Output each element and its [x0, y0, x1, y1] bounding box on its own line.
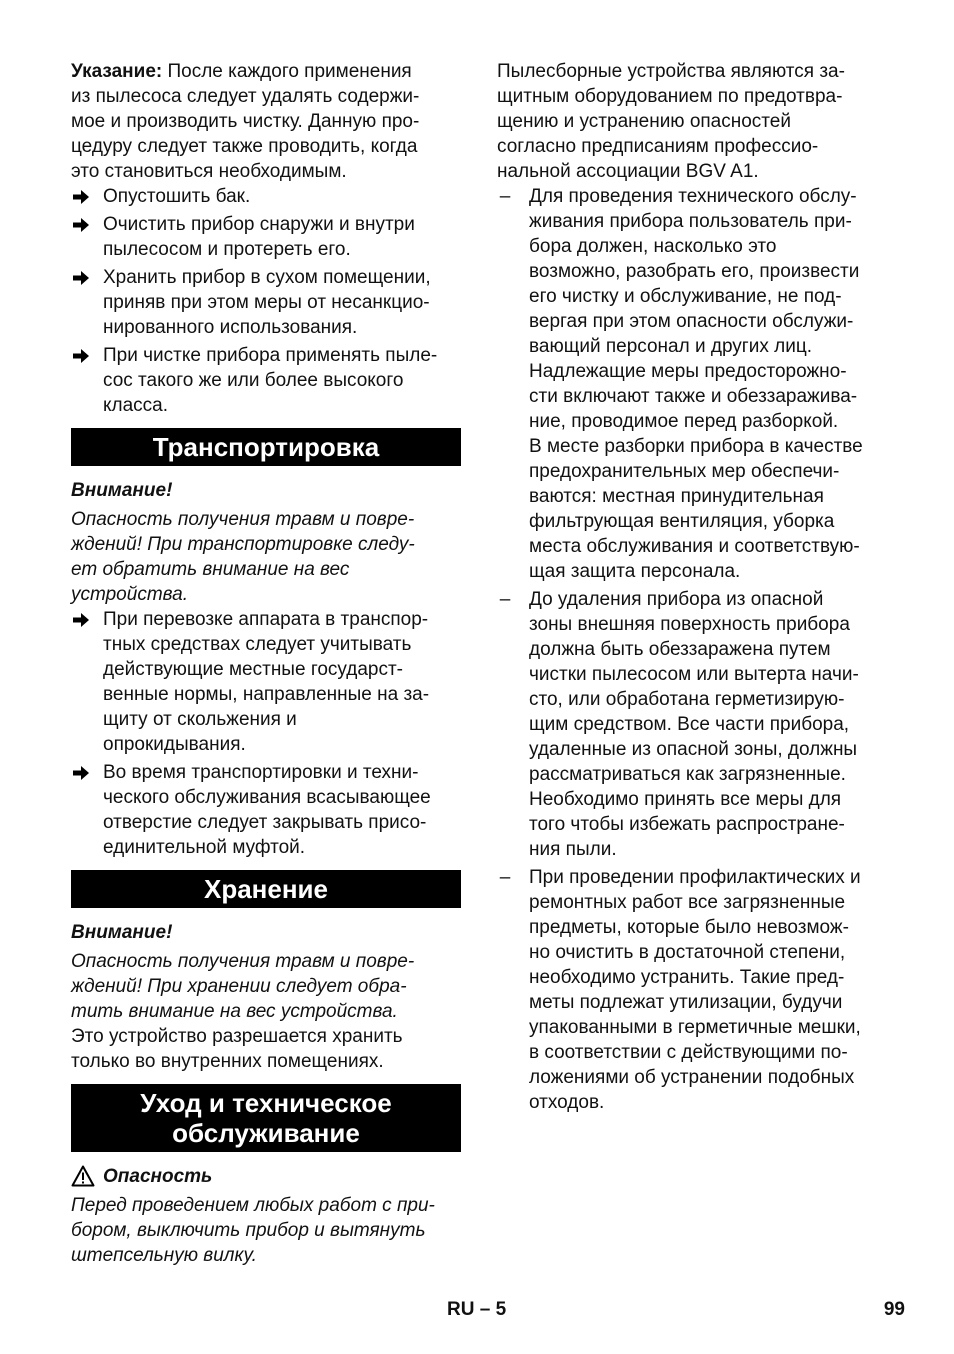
- page-number: 99: [883, 1299, 905, 1320]
- arrow-right-icon: [71, 763, 91, 783]
- list-item: – До удаления прибора из опасной зоны внешняя поверхность прибора должна быть обеззаражена путем чистки пылесосом или вытерта начи- сто, или обработана герметизирую- щим средством. Все части прибора, удаленные из опасной зоны, должны рассматриваться как загрязненные. Необходимо принять все меры для того чтобы избежать распростране- ния пыли.: [497, 587, 889, 862]
- section-heading-storage: Хранение: [71, 870, 461, 908]
- arrow-right-icon: [71, 610, 91, 630]
- transport-attention: Внимание! Опасность получения травм и повре- ждений! При транспортировке следу- ет обратить внимание на вес устройства.: [71, 478, 461, 607]
- note-label: Указание:: [71, 61, 163, 82]
- arrow-right-icon: [71, 346, 91, 366]
- dash-marker: –: [499, 186, 511, 207]
- warning-triangle-icon: [71, 1165, 95, 1187]
- attention-label: Внимание!: [71, 922, 173, 943]
- attention-label: Внимание!: [71, 480, 173, 501]
- list-item: Хранить прибор в сухом помещении, приняв при этом меры от несанкцио- нированного использования.: [71, 265, 461, 340]
- left-column: [71, 59, 461, 1268]
- storage-attention: Внимание! Опасность получения травм и повре- ждений! При хранении следует обра- тить внимание на вес устройства. Это устройство разрешается хранить только во внутренних помещениях.: [71, 920, 461, 1074]
- list-item: – Для проведения технического обслу- живания прибора пользователь при- бора должен, насколько это возможно, разобрать его, произвести его чистку и обслуживание, не под- вергая при этом опасности обслужи- вающий персонал и других лиц. Надлежащие меры предосторожно- сти включают также и обеззаражива- ние, проводимое перед разборкой. В месте разборки прибора в качестве предохранительных мер обеспечи- ваются: местная принудительная фильтрующая вентиляция, уборка места обслуживания и соответствую- щая защита персонала.: [497, 184, 889, 584]
- section-heading-transport: Транспортировка: [71, 428, 461, 466]
- danger-label: Опасность: [103, 1166, 213, 1187]
- dash-marker: –: [499, 867, 511, 888]
- right-column: [497, 59, 889, 1115]
- list-item: Опустошить бак.: [71, 184, 461, 209]
- list-item: При чистке прибора применять пыле- сос такого же или более высокого класса.: [71, 343, 461, 418]
- list-item: Во время транспортировки и техни- ческого обслуживания всасывающее отверстие следует закрывать присо- единительной муфтой.: [71, 760, 461, 860]
- footer-section-label: RU – 5: [447, 1299, 507, 1320]
- arrow-right-icon: [71, 215, 91, 235]
- note-paragraph: Указание: После каждого применения из пылесоса следует удалять содержи- мое и производить чистку. Данную про- цедуру следует также проводить, когда это становиться необходимым.: [71, 59, 461, 184]
- arrow-right-icon: [71, 268, 91, 288]
- section-heading-care: Уход и техническое обслуживание: [71, 1084, 461, 1152]
- arrow-right-icon: [71, 187, 91, 207]
- list-item: – При проведении профилактических и ремонтных работ все загрязненные предметы, которые было невозмож- но очистить в достаточной степени, необходимо устранить. Такие пред- меты подлежат утилизации, будучи упакованными в герметичные мешки, в соответствии с действующими по- ложениями об устранении подобных отходов.: [497, 865, 889, 1115]
- intro-paragraph: Пылесборные устройства являются за- щитным оборудованием по предотвра- щению и устранению опасностей согласно предписаниям профессио- нальной ассоциации BGV A1.: [497, 61, 845, 182]
- list-item: При перевозке аппарата в транспор- тных средствах следует учитывать действующие местные государст- венные нормы, направленные на за- щиту от скольжения и опрокидывания.: [71, 607, 461, 757]
- danger-text: Перед проведением любых работ с при- бором, выключить прибор и вытянуть штепсельную вилку.: [71, 1195, 435, 1266]
- list-item: Очистить прибор снаружи и внутри пылесосом и протереть его.: [71, 212, 461, 262]
- dash-marker: –: [499, 589, 511, 610]
- note-first-line: Указание: После каждого применения: [71, 61, 412, 82]
- danger-notice: [71, 1164, 461, 1189]
